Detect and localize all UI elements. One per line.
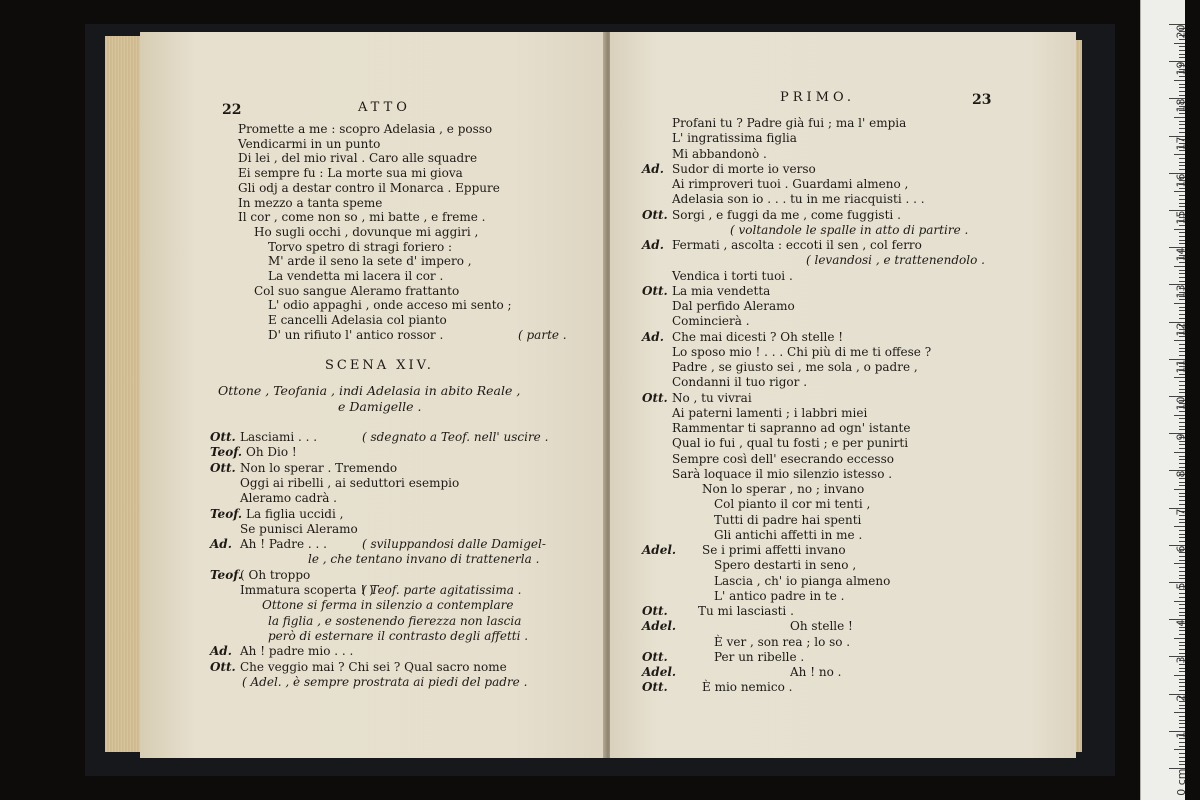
ruler-tick [1179, 95, 1185, 96]
verse-line: Ho sugli occhi , dovunque mi aggiri , [254, 224, 479, 239]
page-number: 22 [222, 102, 242, 118]
ruler-tick [1179, 355, 1185, 356]
dialogue-line: Non lo sperar . Tremendo [240, 460, 398, 475]
ruler-tick [1179, 493, 1185, 494]
ruler-tick [1179, 727, 1185, 728]
dialogue-line: La figlia uccidi , [246, 506, 344, 521]
ruler-tick [1179, 679, 1185, 680]
ruler-tick [1174, 154, 1185, 155]
ruler-tick [1179, 604, 1185, 605]
ruler-tick [1179, 199, 1185, 200]
ruler-tick [1179, 560, 1185, 561]
speaker-label: Ad. [642, 329, 664, 344]
stage-direction: ( Adel. , è sempre prostrata ai piedi del padre . [242, 674, 528, 689]
ruler-tick [1179, 500, 1185, 501]
ruler-tick [1179, 716, 1185, 717]
dialogue-line: Adelasia son io . . . tu in me riacquisti . . . [672, 192, 925, 207]
ruler-tick [1179, 411, 1185, 412]
dialogue-line: Ai rimproveri tuoi . Guardami almeno , [672, 177, 909, 191]
page-number: 23 [972, 92, 992, 108]
dialogue-line: Profani tu ? Padre già fui ; ma l' empia [672, 116, 907, 130]
ruler-tick [1174, 80, 1185, 81]
dialogue-line: Rammentar ti sapranno ad ogn' istante [672, 421, 911, 435]
ruler-tick [1179, 671, 1185, 672]
ruler-tick [1179, 612, 1185, 613]
dialogue-line: Lo sposo mio ! . . . Chi più di me ti offese ? [672, 344, 932, 359]
verse-line: Di lei , del mio rival . Caro alle squadre [238, 151, 478, 166]
dialogue-line: Dal perfido Aleramo [672, 299, 795, 313]
ruler-tick [1174, 43, 1185, 44]
ruler-tick [1179, 463, 1185, 464]
ruler-tick [1179, 720, 1185, 721]
ruler-label: 11 [1174, 359, 1188, 374]
dialogue-line: Ah ! Padre . . . [240, 537, 327, 552]
ruler-tick [1179, 578, 1185, 579]
ruler-tick [1174, 749, 1185, 750]
ruler-tick [1179, 57, 1185, 58]
dialogue-line: Che veggio mai ? Chi sei ? Qual sacro nome [240, 659, 507, 674]
dialogue-line: Oh Dio ! [246, 445, 297, 460]
dialogue-line: Col pianto il cor mi tenti , [714, 497, 871, 512]
ruler-tick [1179, 519, 1185, 520]
speaker-label: Ott. [642, 207, 668, 222]
ruler-tick [1174, 340, 1185, 341]
ruler-label: 17 [1174, 136, 1188, 151]
speaker-label: Ott. [642, 390, 668, 405]
ruler-tick [1174, 117, 1185, 118]
verse-line: Gli odj a destar contro il Monarca . Eppure [238, 180, 500, 195]
ruler-tick [1179, 456, 1185, 457]
dialogue-line: Ai paterni lamenti ; i labbri miei [672, 405, 868, 420]
speaker-label: Ott. [210, 430, 236, 444]
stage-direction: la figlia , e sostenendo fierezza non lascia [268, 613, 522, 628]
running-head: PRIMO. [780, 90, 856, 105]
dialogue-line: Qual io fui , qual tu fosti ; e per punirti [672, 436, 909, 451]
ruler-tick [1179, 627, 1185, 628]
speaker-label: Teof. [210, 567, 243, 582]
ruler-tick [1179, 418, 1185, 419]
speaker-label: Adel. [642, 665, 677, 679]
stage-direction: ( voltandole le spalle in atto di partire . [730, 222, 969, 237]
ruler-tick [1179, 482, 1185, 483]
ruler-tick [1179, 426, 1185, 427]
ruler-tick [1174, 712, 1185, 713]
ruler-tick [1174, 489, 1185, 490]
ruler-tick [1174, 229, 1185, 230]
ruler-tick [1179, 307, 1185, 308]
ruler-tick [1179, 690, 1185, 691]
dialogue-line: Mi abbandonò . [672, 146, 767, 161]
ruler-tick [1179, 705, 1185, 706]
dialogue-line: Fermati , ascolta : eccoti il sen , col ferro [672, 238, 922, 252]
ruler-tick [1174, 303, 1185, 304]
ruler-tick [1179, 225, 1185, 226]
ruler-tick [1179, 299, 1185, 300]
scene-characters: Ottone , Teofania , indi Adelasia in abito Reale , [218, 383, 521, 398]
ruler-tick [1174, 526, 1185, 527]
ruler-tick [1179, 392, 1185, 393]
speaker-label: Ott. [642, 604, 668, 618]
dialogue-line: Immatura scoperta ! ) [240, 583, 374, 597]
ruler-label: 15 [1174, 210, 1188, 225]
ruler-tick [1179, 262, 1185, 263]
dialogue-line: Oh stelle ! [790, 619, 853, 634]
stage-direction: ( levandosi , e trattenendolo . [806, 253, 985, 268]
speaker-label: Ott. [642, 283, 668, 298]
ruler-tick [1179, 567, 1185, 568]
speaker-label: Ott. [642, 680, 668, 695]
ruler-tick [1179, 165, 1185, 166]
ruler-tick [1179, 541, 1185, 542]
ruler-tick [1174, 563, 1185, 564]
dialogue-line: Ah ! padre mio . . . [240, 644, 354, 659]
ruler-label: 7 [1174, 508, 1188, 516]
ruler-tick [1179, 150, 1185, 151]
verse-line: M' arde il seno la sete d' impero , [268, 254, 472, 269]
dialogue-line: La mia vendetta [672, 283, 771, 298]
verse-line: Col suo sangue Aleramo frattanto [254, 283, 460, 298]
ruler-tick [1179, 232, 1185, 233]
speaker-label: Ott. [642, 649, 668, 664]
ruler-tick [1179, 270, 1185, 271]
ruler-tick [1179, 467, 1185, 468]
ruler-tick [1179, 84, 1185, 85]
ruler-tick [1174, 377, 1185, 378]
speaker-label: Ad. [642, 238, 664, 252]
ruler-label: 2 [1174, 694, 1188, 702]
ruler-tick [1174, 601, 1185, 602]
dialogue-line: Se punisci Aleramo [240, 521, 358, 536]
dialogue-line: Non lo sperar , no ; invano [702, 482, 865, 496]
ruler-label: 9 [1174, 433, 1188, 441]
verse-line: Il cor , come non so , mi batte , e freme . [238, 210, 486, 225]
ruler-tick [1179, 240, 1185, 241]
ruler-tick [1174, 675, 1185, 676]
dialogue-line: Condanni il tuo rigor . [672, 375, 808, 390]
left-page [140, 32, 606, 758]
ruler-tick [1179, 314, 1185, 315]
ruler-tick [1179, 556, 1185, 557]
ruler-tick [1179, 336, 1185, 337]
ruler-label: 12 [1174, 322, 1188, 337]
ruler-tick [1179, 485, 1185, 486]
ruler-tick [1179, 277, 1185, 278]
ruler-label: 16 [1174, 173, 1188, 188]
ruler-label: 20 [1174, 24, 1188, 39]
dialogue-line: L' antico padre in te . [714, 588, 845, 603]
ruler-tick [1179, 281, 1185, 282]
ruler-tick [1179, 389, 1185, 390]
ruler-tick [1179, 162, 1185, 163]
dialogue-line: Ah ! no . [790, 665, 842, 679]
ruler-tick [1179, 121, 1185, 122]
ruler-tick [1179, 530, 1185, 531]
ruler-label: 10 [1174, 396, 1188, 411]
ruler-tick [1179, 385, 1185, 386]
ruler-tick [1179, 236, 1185, 237]
ruler-tick [1179, 653, 1185, 654]
verse-line: Vendicarmi in un punto [238, 136, 381, 151]
ruler-tick [1179, 571, 1185, 572]
verse-line: D' un rifiuto l' antico rossor . [268, 327, 444, 342]
running-head: ATTO [358, 100, 411, 115]
ruler-tick [1179, 575, 1185, 576]
ruler-tick [1179, 746, 1185, 747]
dialogue-line: Oggi ai ribelli , ai seduttori esempio [240, 475, 460, 490]
ruler-tick [1179, 39, 1185, 40]
dialogue-line: Tu mi lasciasti . [698, 604, 794, 618]
dialogue-line: Che mai dicesti ? Oh stelle ! [672, 329, 844, 344]
ruler-tick [1179, 608, 1185, 609]
ruler-tick [1179, 113, 1185, 114]
speaker-label: Ott. [210, 659, 236, 674]
ruler-label: 13 [1174, 284, 1188, 299]
verse-line: E cancelli Adelasia col pianto [268, 313, 447, 328]
speaker-label: Ott. [210, 460, 236, 475]
dialogue-line: Vendica i torti tuoi . [672, 268, 793, 283]
ruler-tick [1179, 589, 1185, 590]
stage-direction: ( Teof. parte agitatissima . [362, 583, 522, 597]
ruler-label: 0 cm [1174, 768, 1188, 796]
speaker-label: Teof. [210, 506, 243, 521]
speaker-label: Adel. [642, 543, 677, 557]
ruler-tick [1179, 668, 1185, 669]
ruler-tick [1179, 422, 1185, 423]
stage-direction: però di esternare il contrasto degli affetti . [268, 628, 529, 643]
ruler-tick [1179, 203, 1185, 204]
ruler-label: 14 [1174, 247, 1188, 262]
ruler-tick [1179, 742, 1185, 743]
ruler-tick [1174, 191, 1185, 192]
ruler-label: 3 [1174, 656, 1188, 664]
ruler-tick [1179, 496, 1185, 497]
ruler-tick [1174, 266, 1185, 267]
ruler-tick [1179, 634, 1185, 635]
speaker-label: Adel. [642, 619, 677, 634]
ruler-tick [1179, 243, 1185, 244]
ruler-tick [1179, 478, 1185, 479]
ruler-tick [1174, 638, 1185, 639]
ruler-tick [1174, 452, 1185, 453]
ruler-tick [1179, 686, 1185, 687]
speaker-label: Ad. [642, 161, 664, 176]
ruler-tick [1179, 158, 1185, 159]
ruler-tick [1179, 344, 1185, 345]
dialogue-line: Se i primi affetti invano [702, 543, 846, 557]
verse-line: Torvo spetro di stragi foriero : [268, 239, 453, 254]
ruler-tick [1179, 504, 1185, 505]
ruler-tick [1179, 54, 1185, 55]
dialogue-line: Sempre così dell' esecrando eccesso [672, 451, 894, 466]
verse-line: Ei sempre fu : La morte sua mi giova [238, 166, 463, 181]
dialogue-line: Sorgi , e fuggi da me , come fuggisti . [672, 207, 901, 222]
verse-line: Promette a me : scopro Adelasia , e posso [238, 122, 493, 136]
ruler-label: 19 [1174, 61, 1188, 76]
dialogue-line: Tutti di padre hai spenti [714, 512, 862, 527]
ruler-tick [1179, 708, 1185, 709]
stage-direction: ( sviluppandosi dalle Damigel- [362, 537, 546, 552]
ruler-label: 1 [1174, 731, 1188, 739]
verse-line: In mezzo a tanta speme [238, 195, 383, 210]
dialogue-line: Gli antichi affetti in me . [714, 527, 863, 542]
ruler-tick [1179, 50, 1185, 51]
ruler-tick [1179, 764, 1185, 765]
ruler-tick [1179, 169, 1185, 170]
dialogue-line: È mio nemico . [702, 680, 793, 695]
ruler-tick [1179, 374, 1185, 375]
ruler-tick [1179, 87, 1185, 88]
ruler-tick [1179, 273, 1185, 274]
ruler-tick [1179, 124, 1185, 125]
ruler-tick [1179, 723, 1185, 724]
ruler-label: 6 [1174, 545, 1188, 553]
ruler-tick [1179, 597, 1185, 598]
dialogue-line: Comincierà . [672, 314, 750, 329]
ruler-tick [1179, 593, 1185, 594]
ruler-tick [1179, 615, 1185, 616]
speaker-label: Ad. [210, 537, 232, 552]
ruler-tick [1179, 537, 1185, 538]
scene-heading: SCENA XIV. [325, 358, 434, 373]
verse-line: La vendetta mi lacera il cor . [268, 269, 444, 283]
ruler-tick [1179, 682, 1185, 683]
ruler-tick [1179, 318, 1185, 319]
ruler-label: 8 [1174, 470, 1188, 478]
dialogue-line: Sarà loquace il mio silenzio istesso . [672, 466, 893, 481]
ruler-tick [1179, 534, 1185, 535]
stage-direction: Ottone si ferma in silenzio a contemplare [262, 598, 514, 613]
ruler-tick [1179, 649, 1185, 650]
dialogue-line: Per un ribelle . [714, 649, 805, 664]
dialogue-line: Lasciami . . . [240, 430, 318, 444]
ruler-tick [1179, 448, 1185, 449]
ruler-tick [1179, 188, 1185, 189]
dialogue-line: L' ingratissima figlia [672, 131, 797, 146]
right-page [610, 32, 1076, 758]
ruler-tick [1179, 522, 1185, 523]
verse-line: L' odio appaghi , onde acceso mi sento ; [268, 298, 512, 313]
dialogue-line: Padre , se giusto sei , me sola , o padre , [672, 360, 918, 374]
ruler-tick [1179, 642, 1185, 643]
ruler-tick [1179, 310, 1185, 311]
ruler-tick [1179, 761, 1185, 762]
ruler-tick [1179, 753, 1185, 754]
ruler-tick [1179, 132, 1185, 133]
ruler-label: 5 [1174, 582, 1188, 590]
ruler-tick [1179, 429, 1185, 430]
dialogue-line: Lascia , ch' io pianga almeno [714, 573, 891, 588]
dialogue-line: Sudor di morte io verso [672, 161, 816, 176]
ruler-tick [1174, 415, 1185, 416]
scene-characters-cont: e Damigelle . [338, 399, 422, 414]
ruler-tick [1179, 195, 1185, 196]
ruler-tick [1179, 630, 1185, 631]
stage-direction: le , che tentano invano di trattenerla . [308, 552, 540, 567]
ruler-tick [1179, 444, 1185, 445]
ruler-tick [1179, 128, 1185, 129]
ruler-tick [1179, 645, 1185, 646]
ruler-tick [1179, 664, 1185, 665]
dialogue-line: È ver , son rea ; lo so . [714, 634, 851, 649]
dialogue-line: No , tu vivrai [672, 390, 752, 405]
speaker-label: Teof. [210, 445, 243, 460]
ruler-tick [1179, 757, 1185, 758]
ruler-tick [1179, 76, 1185, 77]
stage-direction: ( parte . [518, 328, 567, 342]
stage-direction: ( sdegnato a Teof. nell' uscire . [362, 430, 549, 444]
dialogue-line: Aleramo cadrà . [240, 491, 337, 506]
ruler-label: 4 [1174, 619, 1188, 627]
ruler-tick [1179, 348, 1185, 349]
left-page-edges [105, 36, 141, 752]
ruler-tick [1179, 206, 1185, 207]
ruler-tick [1179, 351, 1185, 352]
measurement-ruler [1140, 0, 1188, 800]
speaker-label: Ad. [210, 644, 232, 659]
ruler-tick [1179, 46, 1185, 47]
ruler-tick [1179, 459, 1185, 460]
ruler-tick [1179, 91, 1185, 92]
ruler-tick [1179, 441, 1185, 442]
ruler-label: 18 [1174, 98, 1188, 113]
ruler-tick [1179, 381, 1185, 382]
dialogue-line: ( Oh troppo [240, 567, 311, 582]
dialogue-line: Spero destarti in seno , [714, 558, 857, 573]
